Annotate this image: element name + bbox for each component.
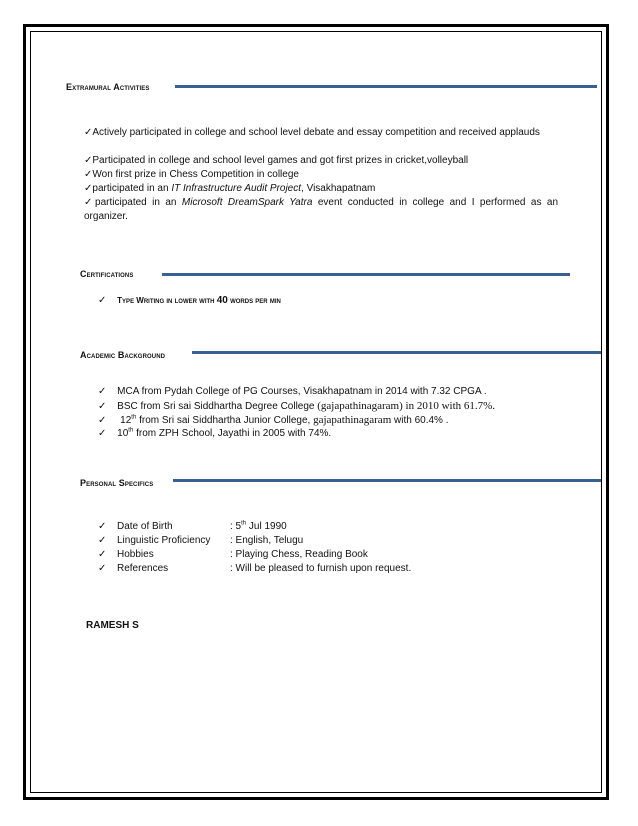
- signature-name: RAMESH S: [86, 620, 139, 631]
- checkmark-icon: ✓: [98, 428, 107, 439]
- academic-item-bsc: ✓ BSC from Sri sai Siddhartha Degree College (gajapathinagaram) in 2010 with 61.7%.: [98, 400, 496, 412]
- checkmark-icon: ✓: [98, 415, 107, 426]
- checkmark-icon: ✓: [84, 169, 93, 180]
- extramural-item-3: ✓Won first prize in Chess Competition in college: [84, 169, 299, 180]
- personal-rule: [173, 479, 601, 482]
- extramural-item-5: ✓participated in an Microsoft DreamSpark Yatra event conducted in college and I performed as an organizer.: [84, 197, 558, 222]
- certification-item: ✓ Type Writing in lower with 40 words per min: [98, 295, 281, 306]
- academic-item-10th: ✓ 10th from ZPH School, Jayathi in 2005 with 74%.: [98, 427, 332, 439]
- certifications-heading: Certifications: [80, 269, 134, 279]
- checkmark-icon: ✓: [84, 197, 96, 208]
- personal-row-references: ✓ References : Will be pleased to furnish upon request.: [98, 563, 412, 574]
- extramural-rule: [175, 85, 597, 88]
- academic-rule: [192, 351, 601, 354]
- extramural-heading: Extramural Activities: [66, 82, 150, 92]
- checkmark-icon: ✓: [84, 183, 93, 194]
- checkmark-icon: ✓: [98, 563, 107, 574]
- checkmark-icon: ✓: [98, 549, 107, 560]
- extramural-item-1: ✓Actively participated in college and school level debate and essay competition and received applauds: [84, 127, 540, 138]
- checkmark-icon: ✓: [98, 295, 107, 306]
- academic-heading: Academic Background: [80, 350, 166, 360]
- checkmark-icon: ✓: [98, 401, 107, 412]
- personal-heading: Personal Specifics: [80, 478, 154, 488]
- checkmark-icon: ✓: [98, 521, 107, 532]
- checkmark-icon: ✓: [98, 386, 107, 397]
- certifications-rule: [162, 273, 570, 276]
- personal-row-dob: ✓ Date of Birth : 5th Jul 1990: [98, 520, 287, 532]
- checkmark-icon: ✓: [98, 535, 107, 546]
- personal-row-linguistic: ✓ Linguistic Proficiency : English, Telugu: [98, 535, 304, 546]
- checkmark-icon: ✓: [84, 155, 93, 166]
- checkmark-icon: ✓: [84, 127, 93, 138]
- academic-item-12th: ✓ 12th from Sri sai Siddhartha Junior College, gajapathinagaram with 60.4% .: [98, 414, 449, 426]
- academic-item-mca: ✓ MCA from Pydah College of PG Courses, Visakhapatnam in 2014 with 7.32 CPGA .: [98, 386, 487, 397]
- extramural-item-4: ✓participated in an IT Infrastructure Audit Project, Visakhapatnam: [84, 183, 376, 194]
- extramural-item-2: ✓Participated in college and school level games and got first prizes in cricket,volleyball: [84, 155, 469, 166]
- personal-row-hobbies: ✓ Hobbies : Playing Chess, Reading Book: [98, 549, 368, 560]
